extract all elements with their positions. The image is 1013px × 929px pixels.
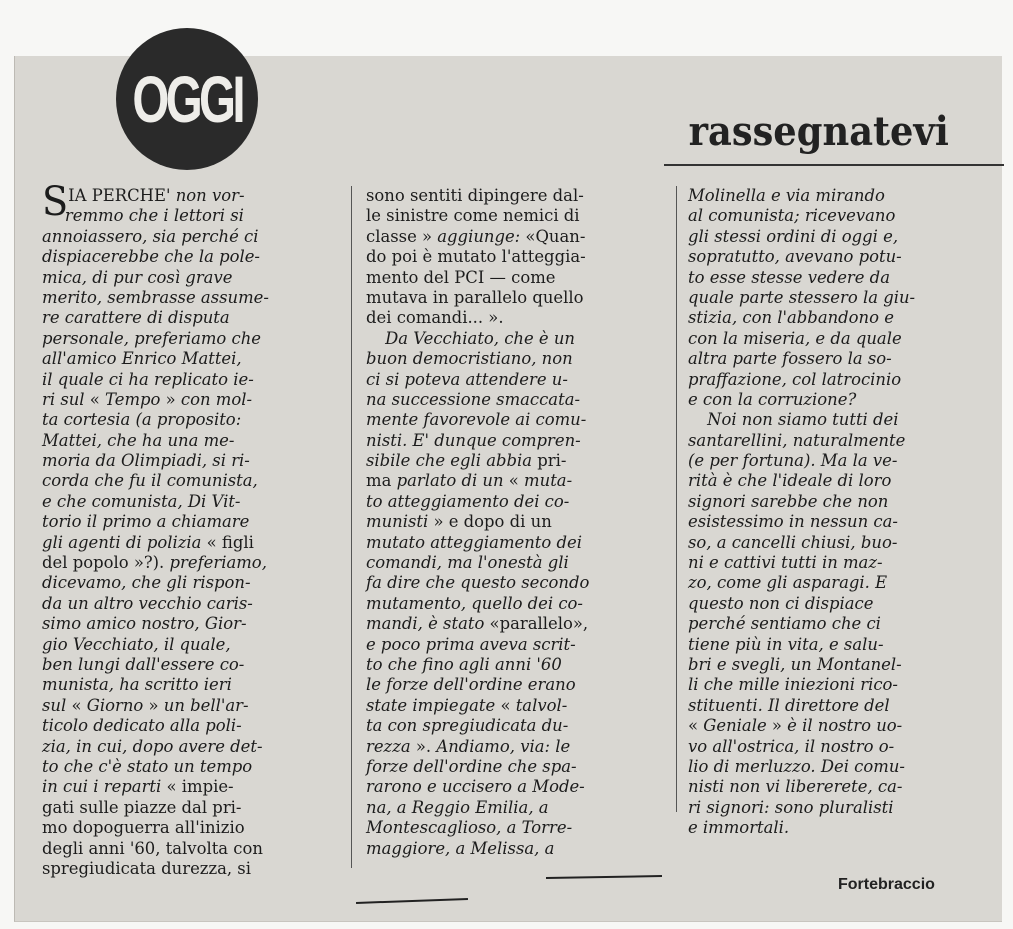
text-line: perché sentiamo che ci [688, 614, 881, 635]
text-line: da un altro vecchio caris- [42, 593, 253, 614]
column-separator [676, 186, 677, 812]
text-line: altra parte fossero la so- [688, 349, 892, 370]
text-line: rità è che l'ideale di loro [688, 471, 892, 492]
text-line: sul « Giorno » un bell'ar- [42, 695, 249, 716]
text-line: all'amico Enrico Mattei, [42, 349, 242, 370]
text-line: ta con spregiudicata du- [366, 716, 569, 737]
text-line: « Geniale » è il nostro uo- [688, 716, 903, 737]
text-line: e immortali. [688, 818, 790, 839]
text-line: torio il primo a chiamare [42, 512, 250, 533]
oggi-logo [116, 28, 258, 170]
text-line: praffazione, col latrocinio [688, 369, 902, 390]
text-line: ticolo dedicato alla poli- [42, 716, 242, 737]
text-line: to atteggiamento dei co- [366, 491, 570, 512]
text-line: (e per fortuna). Ma la ve- [688, 451, 898, 472]
article-column-3 [688, 186, 915, 839]
text-line: na successione smaccata- [366, 389, 581, 410]
text-line: na, a Reggio Emilia, a [366, 797, 549, 818]
text-line: mutato atteggiamento dei [366, 532, 582, 553]
text-line: Da Vecchiato, che è un [385, 328, 576, 349]
text-line: e con la corruzione? [688, 389, 857, 410]
text-line: ma parlato di un « muta- [366, 471, 573, 492]
text-line: nisti non vi libererete, ca- [688, 777, 903, 798]
text-line: e poco prima aveva scrit- [366, 634, 576, 655]
text-line: degli anni '60, talvolta con [42, 838, 263, 859]
text-line: mutava in parallelo quello [366, 287, 584, 308]
dropcap: S [42, 179, 69, 225]
text-line: state impiegate « talvol- [366, 695, 568, 716]
text-line: fa dire che questo secondo [366, 573, 590, 594]
text-line: Molinella e via mirando [688, 186, 885, 206]
text-line: ni e cattivi tutti in maz- [688, 553, 883, 574]
text-line: corda che fu il comunista, [42, 471, 258, 492]
text-line: con la miseria, e da quale [688, 328, 902, 349]
text-line: simo amico nostro, Gior- [42, 614, 247, 635]
article-column-2 [366, 186, 589, 859]
text-line: dicevamo, che gli rispon- [42, 573, 251, 594]
article-column-1 [42, 179, 269, 879]
text-line: stituenti. Il direttore del [688, 695, 890, 716]
text-line: gio Vecchiato, il quale, [42, 634, 231, 655]
text-line: Noi non siamo tutti dei [707, 410, 899, 431]
text-line: maggiore, a Melissa, a [366, 838, 555, 859]
text-line: ri signori: sono pluralisti [688, 797, 894, 818]
text-line: santarellini, naturalmente [688, 430, 906, 451]
text-line: gli stessi ordini di oggi e, [688, 226, 899, 247]
text-line: mo dopoguerra all'inizio [42, 818, 245, 839]
text-line: il quale ci ha replicato ie- [42, 369, 254, 390]
text-line: merito, sembrasse assume- [42, 287, 269, 308]
text-line: to che c'è stato un tempo [42, 756, 253, 777]
text-line: vo all'ostrica, il nostro o- [688, 736, 895, 757]
text-line: munisti » e dopo di un [366, 512, 552, 533]
text-line: sibile che egli abbia pri- [366, 451, 567, 472]
text-line: signori sarebbe che non [688, 491, 889, 512]
text-line: zo, come gli asparagi. E [688, 573, 888, 594]
text-line: ben lungi dall'essere co- [42, 654, 245, 675]
text-line: personale, preferiamo che [42, 328, 262, 349]
headline-rule [664, 164, 1004, 166]
text-line: forze dell'ordine che spa- [366, 756, 577, 777]
text-line: rarono e uccisero a Mode- [366, 777, 585, 798]
text-line: lio di merluzzo. Dei comu- [688, 756, 905, 777]
text-line: moria da Olimpiadi, si ri- [42, 451, 250, 472]
text-line: Mattei, che ha una me- [42, 430, 235, 451]
text-line: do poi è mutato l'atteggia- [366, 247, 586, 268]
text-line: bri e svegli, un Montanel- [688, 654, 902, 675]
text-line: so, a cancelli chiusi, buo- [688, 532, 898, 553]
text-line: mente favorevole ai comu- [366, 410, 587, 431]
dropcap-rest: IA PERCHE' [68, 186, 176, 206]
text-line: classe » aggiunge: «Quan- [366, 226, 586, 247]
text-line: buon democristiano, non [366, 349, 573, 370]
text-line: annoiassero, sia perché ci [42, 226, 259, 247]
text-line: questo non ci dispiace [688, 593, 874, 614]
text-line: spregiudicata durezza, si [42, 858, 251, 879]
logo-text: OGGI [132, 62, 242, 136]
text-line: li che mille iniezioni rico- [688, 675, 898, 696]
text-line: stizia, con l'abbandono e [688, 308, 894, 329]
text-line: nisti. E' dunque compren- [366, 430, 581, 451]
text-line: re carattere di disputa [42, 308, 230, 329]
text-line: dei comandi... ». [366, 308, 504, 329]
text-line: le forze dell'ordine erano [366, 675, 576, 696]
text-line: dispiacerebbe che la pole- [42, 247, 260, 268]
text-line: mandi, è stato «parallelo», [366, 614, 589, 635]
text-line: sopratutto, avevano potu- [688, 247, 902, 268]
text-line: gati sulle piazze dal pri- [42, 797, 242, 818]
text-line: quale parte stessero la giu- [688, 287, 916, 308]
text-line: to che fino agli anni '60 [366, 654, 562, 675]
text-line: esistessimo in nessun ca- [688, 512, 898, 533]
text-line: e che comunista, Di Vit- [42, 491, 241, 512]
headline: rassegnatevi [688, 108, 949, 155]
text-line: gli agenti di polizia « figli [42, 532, 254, 553]
text-line: al comunista; ricevevano [688, 206, 896, 227]
text-line: Montescaglioso, a Torre- [366, 818, 573, 839]
text-line: tiene più in vita, e salu- [688, 634, 884, 655]
text-line: mutamento, quello dei co- [366, 593, 583, 614]
text-line: zia, in cui, dopo avere det- [42, 736, 263, 757]
text-line: SIA PERCHE' non vor- [42, 179, 245, 225]
text-line: mento del PCI — come [366, 267, 556, 288]
text-line: sono sentiti dipingere dal- [366, 186, 584, 206]
text-line: mica, di pur così grave [42, 267, 233, 288]
text-line: ta cortesia (a proposito: [42, 410, 242, 431]
text-line: le sinistre come nemici di [366, 206, 580, 227]
text-line: ri sul « Tempo » con mol- [42, 389, 253, 410]
text-line: in cui i reparti « impie- [42, 777, 234, 798]
text-line: rezza ». Andiamo, via: le [366, 736, 571, 757]
text-line: del popolo »?). preferiamo, [42, 553, 267, 574]
column-separator [351, 186, 352, 868]
text-line: comandi, ma l'onestà gli [366, 553, 569, 574]
text-line: remmo che i lettori si [64, 206, 244, 227]
text-line: to esse stesse vedere da [688, 267, 890, 288]
author-signature: Fortebraccio [838, 876, 935, 893]
text-line: munista, ha scritto ieri [42, 675, 232, 696]
text-line: ci si poteva attendere u- [366, 369, 568, 390]
